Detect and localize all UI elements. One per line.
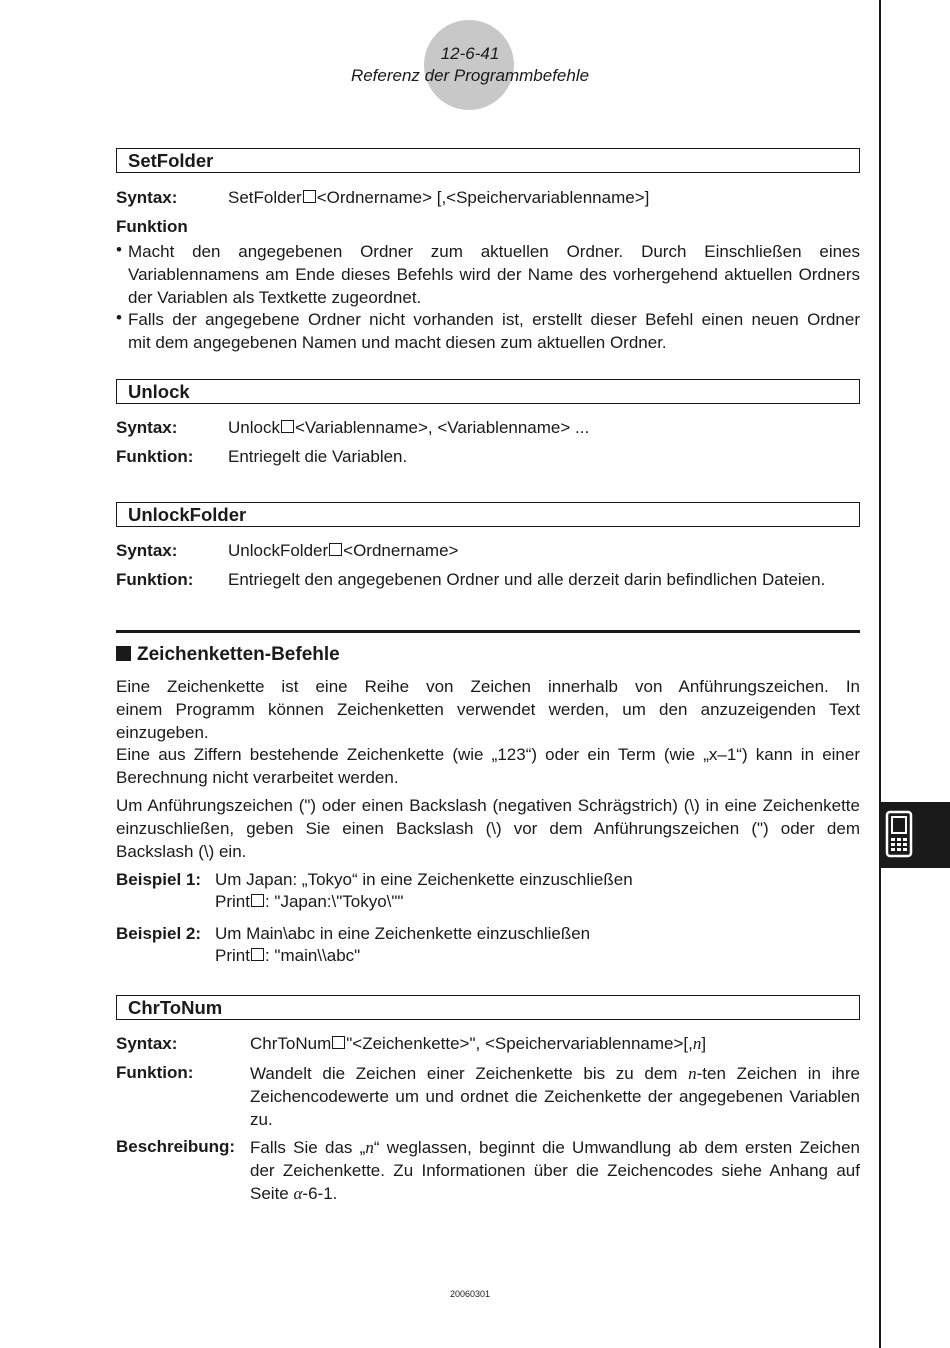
space-symbol — [251, 894, 264, 907]
running-title: Referenz der Programmbefehle — [350, 66, 590, 85]
calculator-icon — [885, 810, 913, 858]
strings-paragraph-1: Eine Zeichenkette ist eine Reihe von Zeichen innerhalb von Anführungszeichen. In einem Programm können Zeichenketten verwendet werden, um den anzuzeigenden Text einzugeben. — [116, 677, 860, 742]
chrtonum-syntax: ChrToNum "<Zeichenkette>", <Speichervariablenname>[,n] — [250, 1034, 707, 1053]
setfolder-bullet-2: Falls der angegebene Ordner nicht vorhanden ist, erstellt dieser Befehl einen neuen Ordner mit dem angegebenen Namen und macht diesen zum aktuellen Ordner. — [128, 310, 860, 352]
setfolder-bullet-1: Macht den angegebenen Ordner zum aktuellen Ordner. Durch Einschließen eines Variablennamens am Ende dieses Befehls wird der Name des vorhergehend aktuellen Ordners der Variablen als Textkette zugeordnet. — [128, 242, 860, 307]
footer-code: 20060301 — [449, 1289, 491, 1299]
chrtonum-funktion-text: Wandelt die Zeichen einer Zeichenkette bis zu dem n-ten Zeichen in ihre Zeichencodewerte um und ordnet die Zeichenkette der angegebenen Variablen zu. — [250, 1064, 860, 1129]
unlockfolder-syntax: UnlockFolder <Ordnername> — [228, 541, 459, 560]
setfolder-syntax-label: Syntax: — [116, 188, 178, 207]
section-square-icon — [116, 646, 131, 661]
chapter-tab — [881, 802, 950, 868]
space-symbol — [281, 420, 294, 433]
setfolder-heading: SetFolder — [128, 150, 214, 171]
space-symbol — [251, 948, 264, 961]
chrtonum-beschreibung-text: Falls Sie das „n“ weglassen, beginnt die Umwandlung ab dem ersten Zeichen der Zeichenkette. Zu Informationen über die Zeichencodes siehe Anhang auf Seite α-6-1. — [250, 1138, 861, 1203]
unlockfolder-heading: UnlockFolder — [128, 504, 247, 525]
unlock-syntax: Unlock <Variablenname>, <Variablenname> ... — [228, 418, 590, 437]
chrtonum-beschreibung-label: Beschreibung: — [116, 1137, 236, 1156]
example2-label: Beispiel 2: — [116, 924, 202, 943]
unlockfolder-heading-box — [116, 502, 860, 527]
unlock-syntax-label: Syntax: — [116, 418, 178, 437]
unlockfolder-funktion-label: Funktion: — [116, 570, 194, 589]
space-symbol — [303, 190, 316, 203]
unlock-funktion-label: Funktion: — [116, 447, 194, 466]
section-heading: Zeichenketten-Befehle — [116, 644, 340, 666]
example2-code: Print : "main\\abc" — [215, 946, 361, 965]
unlock-heading-box — [116, 379, 860, 404]
example1-text: Um Japan: „Tokyo“ in eine Zeichenkette einzuschließen — [215, 870, 633, 889]
page-number: 12-6-41 — [440, 44, 500, 63]
page-number-circle — [424, 20, 514, 110]
chrtonum-heading: ChrToNum — [128, 997, 223, 1018]
chrtonum-funktion-label: Funktion: — [116, 1063, 194, 1082]
unlock-heading: Unlock — [128, 381, 190, 402]
chrtonum-syntax-label: Syntax: — [116, 1034, 178, 1053]
setfolder-funktion-label: Funktion — [116, 217, 188, 236]
strings-paragraph-2: Eine aus Ziffern bestehende Zeichenkette (wie „123“) oder ein Term (wie „x–1“) kann in einer Berechnung nicht verarbeitet werden. — [116, 745, 860, 787]
section-rule — [116, 630, 860, 633]
chrtonum-heading-box — [116, 995, 860, 1020]
example1-label: Beispiel 1: — [116, 870, 202, 889]
setfolder-syntax: SetFolder <Ordnername> [,<Speichervariablenname>] — [228, 188, 650, 207]
space-symbol — [332, 1036, 345, 1049]
margin-rule — [879, 0, 881, 1348]
setfolder-heading-box — [116, 148, 860, 173]
example1-code: Print : "Japan:\"Tokyo\"" — [215, 892, 404, 911]
example2-text: Um Main\abc in eine Zeichenkette einzuschließen — [215, 924, 591, 943]
unlockfolder-funktion-text: Entriegelt den angegebenen Ordner und alle derzeit darin befindlichen Dateien. — [228, 570, 826, 589]
bullet-marker: • — [116, 308, 122, 327]
bullet-marker: • — [116, 240, 122, 259]
strings-paragraph-3: Um Anführungszeichen (") oder einen Backslash (negativen Schrägstrich) (\) in eine Zeichenkette einzuschließen, geben Sie einen Backslash (\) vor dem Anführungszeichen (") oder dem Backslash (\) ein. — [116, 796, 860, 861]
unlock-funktion-text: Entriegelt die Variablen. — [228, 447, 408, 466]
space-symbol — [329, 543, 342, 556]
unlockfolder-syntax-label: Syntax: — [116, 541, 178, 560]
